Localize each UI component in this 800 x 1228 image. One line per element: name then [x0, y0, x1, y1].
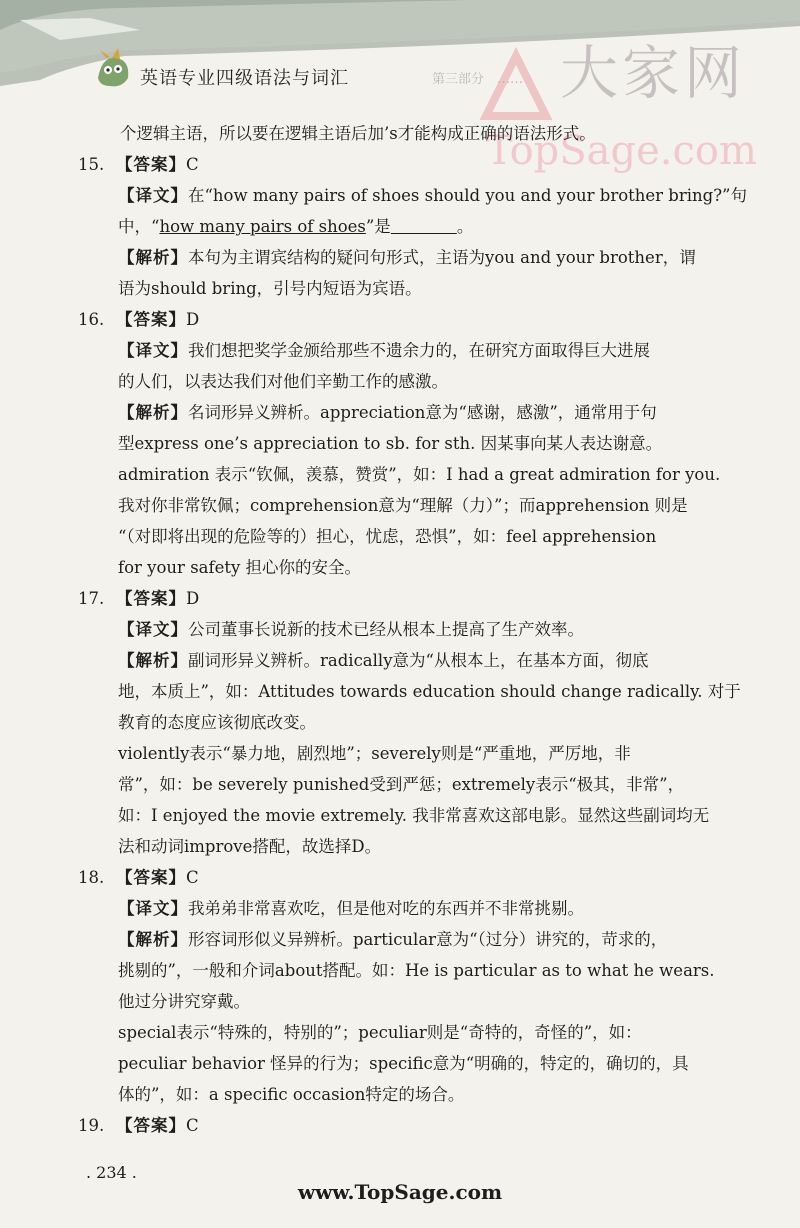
text-span: 副词形异义辨析。radically意为“从根本上，在基本方面，彻底: [188, 651, 649, 670]
text-span: 公司董事长说新的技术已经从根本上提高了生产效率。: [188, 620, 584, 639]
answer-tag: 【答案】: [116, 868, 186, 887]
text-line: [88, 1079, 768, 1110]
text-span: admiration 表示“钦佩，羡慕，赞赏”，如：I had a great admiration for you.: [118, 465, 721, 484]
text-span: 形容词形似义异辨析。particular意为“（过分）讲究的，苛求的，: [188, 930, 668, 949]
item-17-answer: [78, 583, 768, 614]
analysis-tag: 【解析】: [118, 403, 188, 422]
header-faint-text: 第三部分 ……: [432, 72, 524, 87]
text-span: 挑剔的”，一般和介词about搭配。如：He is particular as to what he wears.: [118, 961, 715, 980]
text-line: [88, 273, 768, 304]
answer-value: D: [186, 589, 200, 608]
page-content: [78, 118, 768, 1141]
text-span: 。: [456, 217, 474, 236]
text-span: 地，本质上”，如：Attitudes towards education should change radically. 对于: [118, 682, 741, 701]
analysis-tag: 【解析】: [118, 651, 188, 670]
answer-tag: 【答案】: [116, 1116, 186, 1135]
text-span: 法和动词improve搭配，故选择D。: [118, 837, 382, 856]
text-line: [88, 955, 768, 986]
text-span: 如：I enjoyed the movie extremely. 我非常喜欢这部电影。显然这些副词均无: [118, 806, 710, 825]
text-span: ”是: [365, 217, 391, 236]
text-line: [88, 707, 768, 738]
watermark-logo-icon: [476, 46, 554, 124]
text-span: 型express one’s appreciation to sb. for sth. 因某事向某人表达谢意。: [118, 434, 663, 453]
translation-tag: 【译文】: [118, 620, 188, 639]
text-span: peculiar behavior 怪异的行为；specific意为“明确的，特定的，确切的，具: [118, 1054, 689, 1073]
text-line: [88, 676, 768, 707]
answer-value: C: [186, 155, 199, 174]
text-line: [88, 800, 768, 831]
item-19-answer: [78, 1110, 768, 1141]
answer-value: D: [186, 310, 200, 329]
answer-value: C: [186, 1116, 199, 1135]
analysis-tag: 【解析】: [118, 248, 188, 267]
text-line: [88, 614, 768, 645]
text-span: 常”，如：be severely punished受到严惩；extremely表示“极其，非常”，: [118, 775, 685, 794]
text-line: [88, 211, 768, 242]
text-line: [88, 924, 768, 955]
text-line: [88, 769, 768, 800]
header-title: 英语专业四级语法与词汇: [140, 68, 349, 89]
text-span: 我弟弟非常喜欢吃，但是他对吃的东西并不非常挑剔。: [188, 899, 584, 918]
text-line: [88, 242, 768, 273]
text-span: 中，“: [118, 217, 160, 236]
text-span: 的人们，以表达我们对他们辛勤工作的感激。: [118, 372, 448, 391]
text-span: special表示“特殊的，特别的”；peculiar则是“奇特的，奇怪的”，如：: [118, 1023, 642, 1042]
item-number: 16.: [78, 310, 105, 329]
translation-tag: 【译文】: [118, 341, 188, 360]
text-span: 我对你非常钦佩；comprehension意为“理解（力）”；而apprehension 则是: [118, 496, 688, 515]
text-span: 名词形异义辨析。appreciation意为“感谢，感激”，通常用于句: [188, 403, 657, 422]
underlined-phrase: how many pairs of shoes: [159, 217, 366, 236]
page-number: . 234 .: [86, 1163, 137, 1182]
watermark-cn: 大家网: [560, 39, 747, 107]
footer-site: www.TopSage.com: [297, 1180, 503, 1204]
item-number: 17.: [78, 589, 105, 608]
translation-tag: 【译文】: [118, 899, 188, 918]
analysis-tag: 【解析】: [118, 930, 188, 949]
blank-line: [391, 217, 457, 236]
item-number: 15.: [78, 155, 105, 174]
text-line: [88, 645, 768, 676]
answer-value: C: [186, 868, 199, 887]
text-span: 在“how many pairs of shoes should you and your brother bring?”句: [188, 186, 747, 205]
text-line: [88, 180, 768, 211]
text-line: [88, 552, 768, 583]
watermark-en: TopSage.com: [486, 128, 757, 174]
text-span: 语为should bring，引号内短语为宾语。: [118, 279, 422, 298]
translation-tag: 【译文】: [118, 186, 188, 205]
text-line: [88, 1017, 768, 1048]
text-line: [88, 118, 768, 149]
text-line: [88, 490, 768, 521]
text-line: [88, 831, 768, 862]
text-span: 个逻辑主语，所以要在逻辑主语后加’s才能构成正确的语法形式。: [120, 124, 596, 143]
item-16-answer: [78, 304, 768, 335]
text-span: 体的”，如：a specific occasion特定的场合。: [118, 1085, 465, 1104]
text-span: “（对即将出现的危险等的）担心，忧虑，恐惧”，如：feel apprehension: [118, 527, 657, 546]
text-line: [88, 1048, 768, 1079]
mascot-icon: [92, 48, 136, 90]
answer-tag: 【答案】: [116, 589, 186, 608]
text-span: violently表示“暴力地，剧烈地”；severely则是“严重地，严厉地，非: [118, 744, 631, 763]
text-span: 教育的态度应该彻底改变。: [118, 713, 316, 732]
text-span: 本句为主谓宾结构的疑问句形式，主语为you and your brother，谓: [188, 248, 696, 267]
item-number: 18.: [78, 868, 105, 887]
item-number: 19.: [78, 1116, 105, 1135]
item-18-answer: [78, 862, 768, 893]
text-line: [88, 986, 768, 1017]
text-span: for your safety 担心你的安全。: [118, 558, 362, 577]
text-line: [88, 366, 768, 397]
text-line: [88, 521, 768, 552]
text-span: 他过分讲究穿戴。: [118, 992, 250, 1011]
text-line: [88, 738, 768, 769]
text-line: [88, 397, 768, 428]
item-15-answer: [78, 149, 768, 180]
answer-tag: 【答案】: [116, 155, 186, 174]
text-line: [88, 335, 768, 366]
text-line: [88, 459, 768, 490]
text-line: [88, 428, 768, 459]
text-span: 我们想把奖学金颁给那些不遗余力的，在研究方面取得巨大进展: [188, 341, 650, 360]
answer-tag: 【答案】: [116, 310, 186, 329]
text-line: [88, 893, 768, 924]
